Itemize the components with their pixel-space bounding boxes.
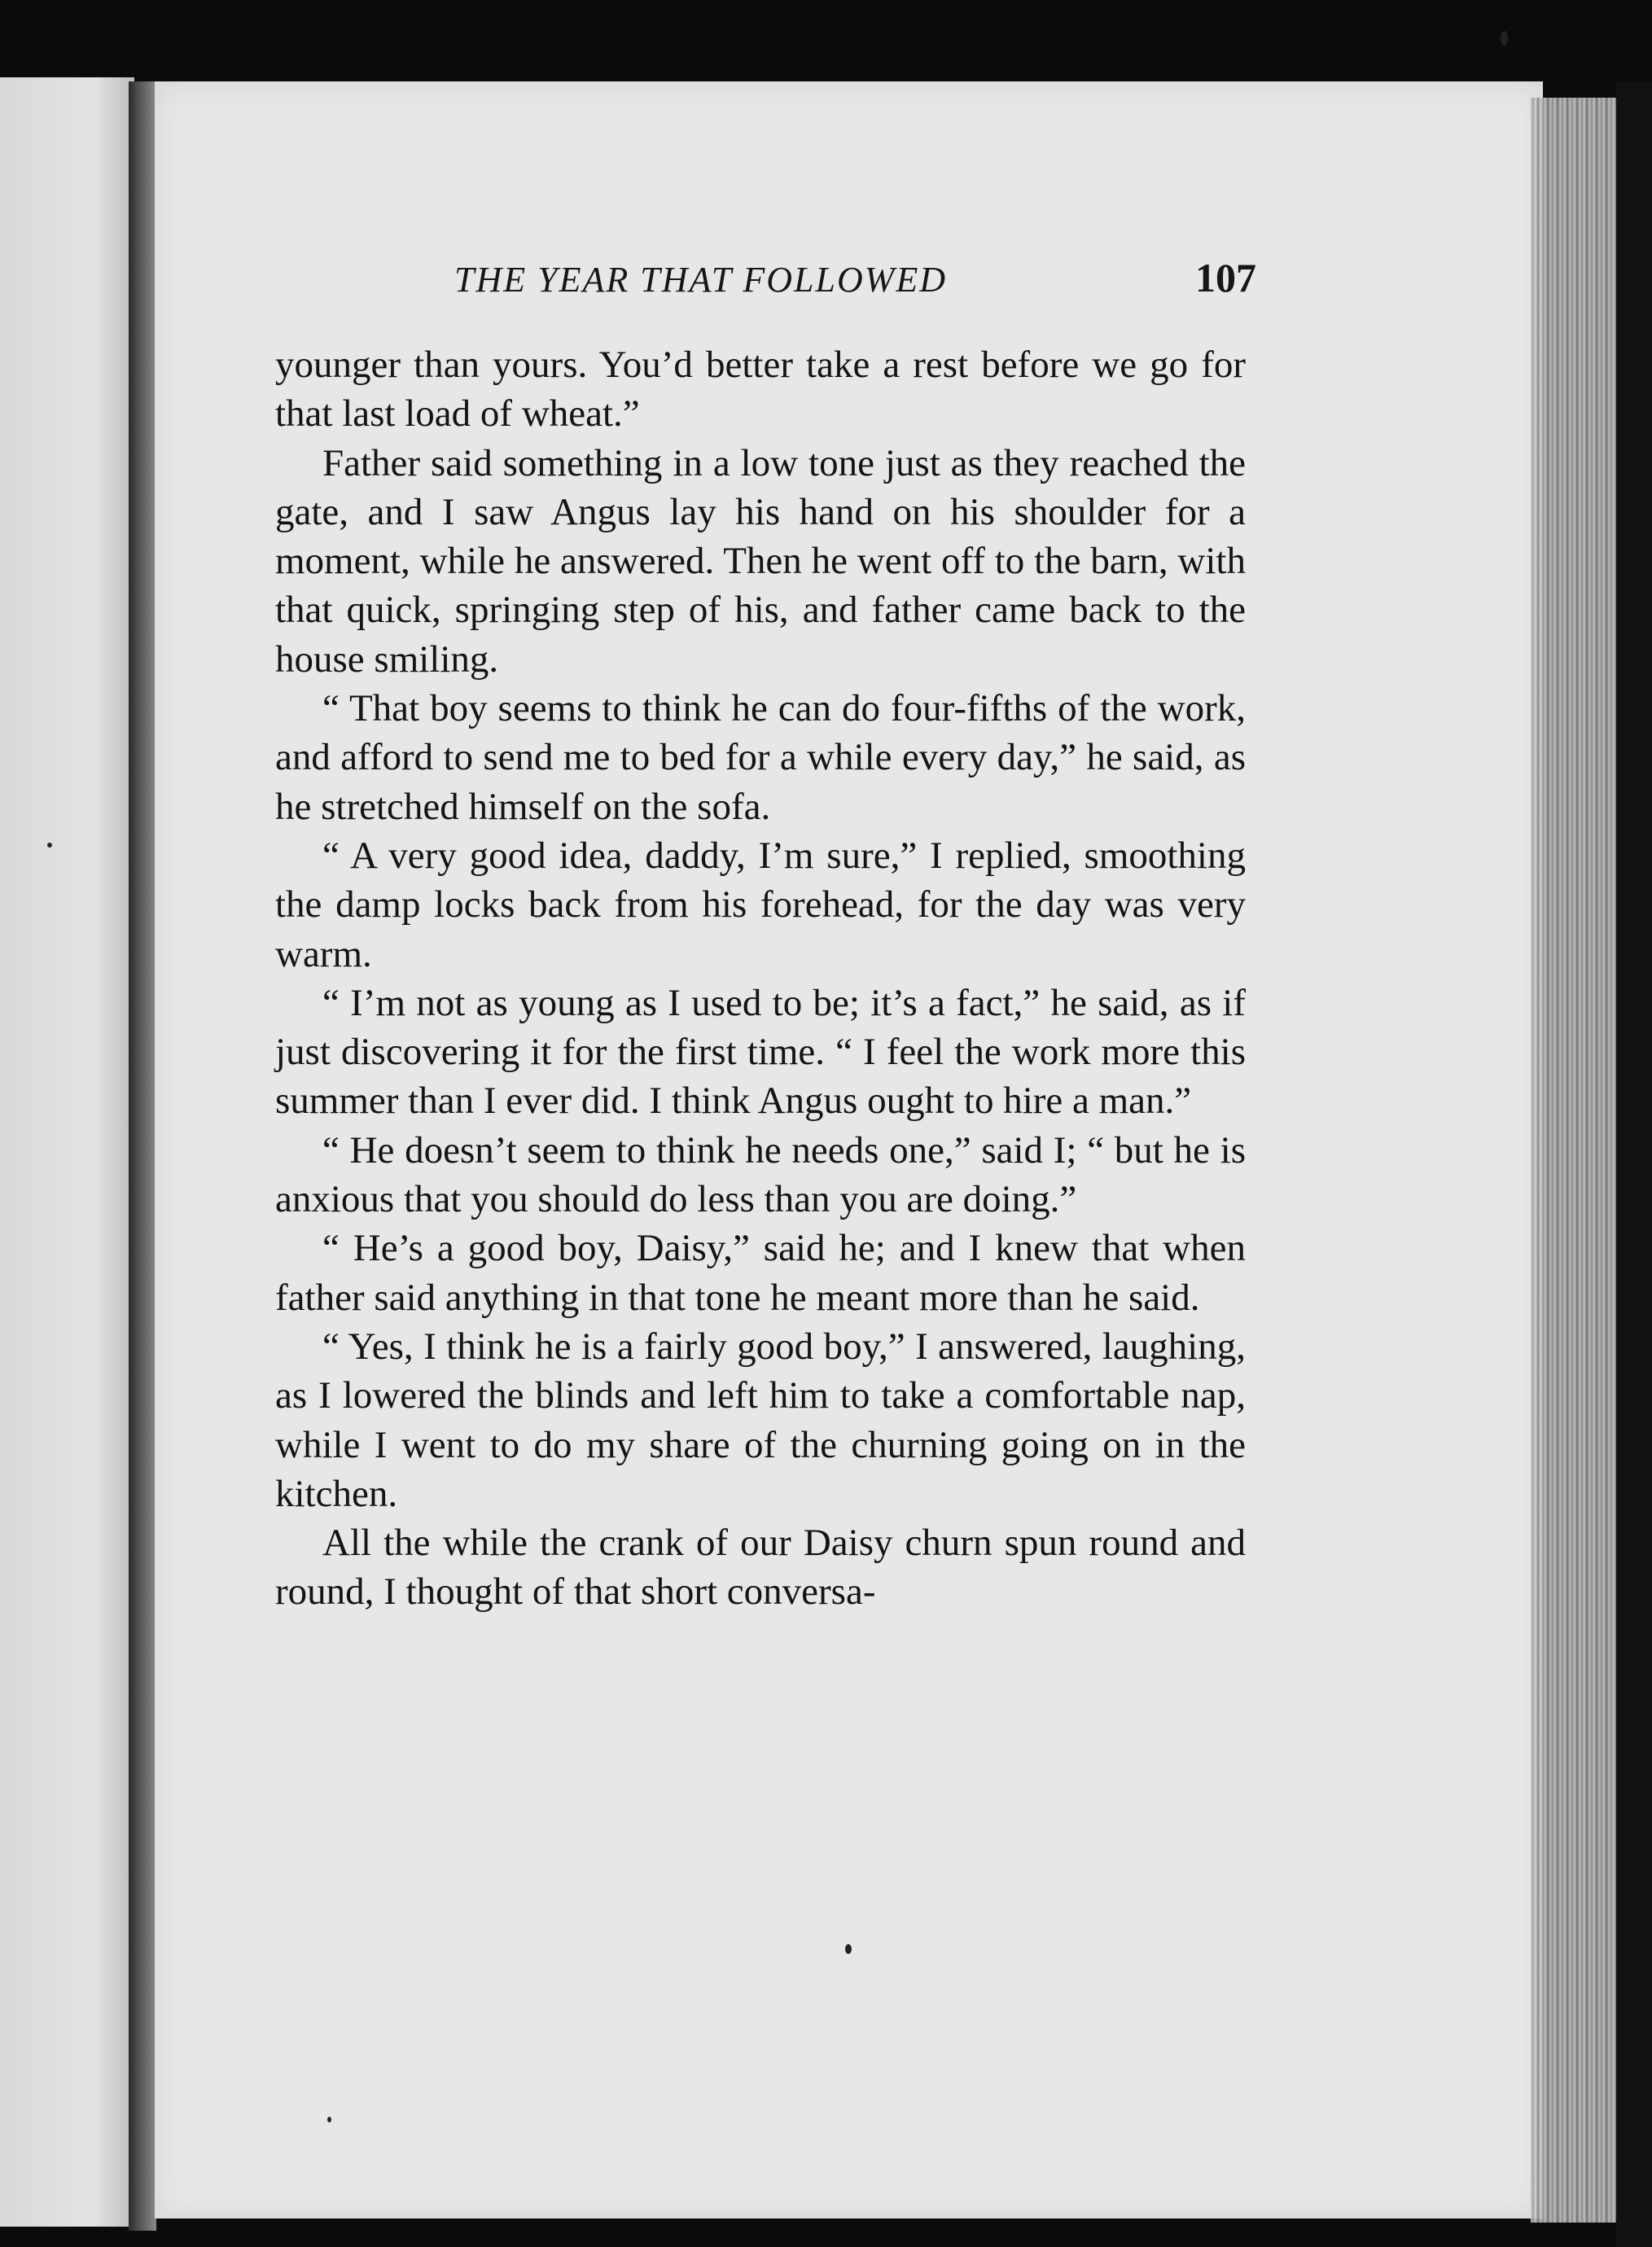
paragraph: “ That boy seems to think he can do four-fifths of the work, and afford to send me to bed for a while every day,” he said, as he stretched himself on the sofa. [275, 687, 1246, 828]
running-title: THE YEAR THAT FOLLOWED [454, 260, 948, 300]
dust-speck [327, 2117, 331, 2122]
paragraph: younger than yours. You’d better take a rest before we go for that last load of wheat.” [275, 344, 1246, 436]
page-number: 107 [1195, 255, 1256, 300]
body-text [275, 340, 1246, 1617]
facing-page-edge [0, 77, 134, 2227]
scan-border [1616, 81, 1652, 2247]
paragraph: All the while the crank of our Daisy churn spun round and round, I thought of that short conversa- [275, 1522, 1246, 1614]
paragraph: “ He doesn’t seem to think he needs one,” said I; “ but he is anxious that you should do less than you are doing.” [275, 1128, 1246, 1221]
paragraph: “ A very good idea, daddy, I’m sure,” I replied, smoothing the damp locks back from his forehead, for the day was very warm. [275, 834, 1246, 975]
paragraph: “ He’s a good boy, Daisy,” said he; and I knew that when father said anything in that tone he meant more than he said. [275, 1227, 1246, 1319]
book-gutter [129, 81, 156, 2231]
paragraph: Father said something in a low tone just as they reached the gate, and I saw Angus lay his hand on his shoulder for a moment, while he answered. Then he went off to the barn, with that quick, springing step of his, and father came back to the house smiling. [275, 441, 1246, 681]
dust-speck [47, 843, 52, 848]
paragraph: “ Yes, I think he is a fairly good boy,” I answered, laughing, as I lowered the blinds and left him to take a comfortable nap, while I went to do my share of the churning going on in the kitchen. [275, 1325, 1246, 1515]
page-header [454, 255, 1256, 316]
page-stack-edge [1531, 98, 1620, 2223]
dust-speck [845, 1944, 852, 1954]
dust-speck [1501, 31, 1508, 46]
paragraph: “ I’m not as young as I used to be; it’s a fact,” he said, as if just discovering it for the first time. “ I feel the work more this summer than I ever did. I think Angus ought to hire a man.” [275, 981, 1246, 1123]
